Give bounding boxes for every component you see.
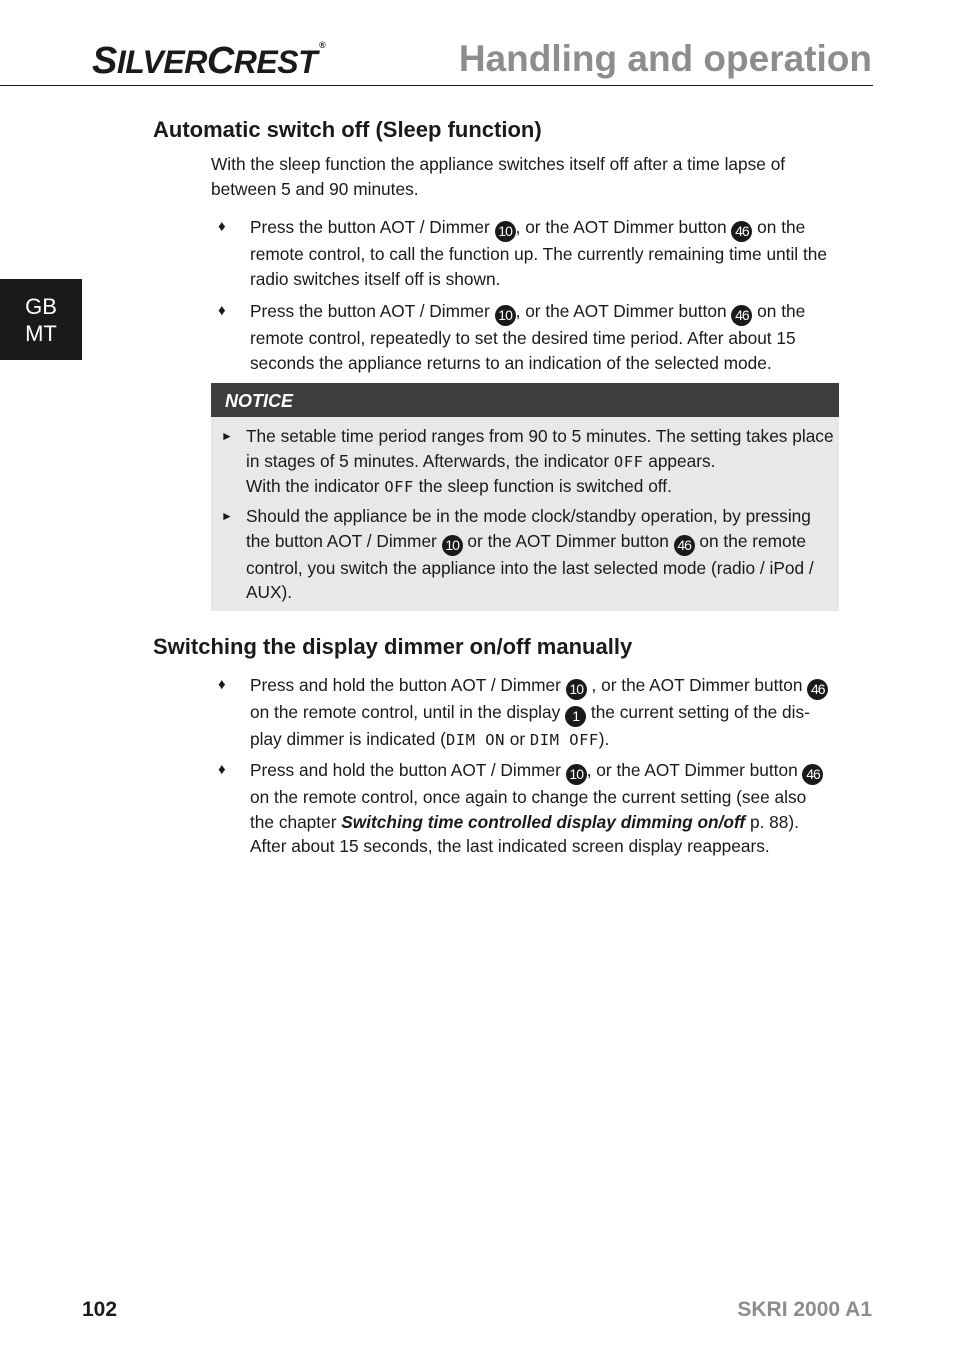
bullet-mark: ♦ (218, 676, 226, 693)
notice-label: NOTICE (211, 383, 839, 417)
callout-46: 46 (807, 679, 828, 700)
notice-box: NOTICE ► The setable time period ranges from 90 to 5 minutes. The setting takes place in stages of 5 minutes. Afterwards, the indicator OFF appears. With the indicator OFF the sleep function is switched off. ► Should the appliance be in the mode clock/standby operation, by pressing the button AOT / Dimmer 10 or the AOT Dimmer button 46 on the remote control, you switch the appliance into the last selected mode (radio / iPod / AUX). (211, 383, 839, 611)
lcd-indicator-off: OFF (384, 478, 414, 496)
lcd-indicator-dim-off: DIM OFF (529, 731, 599, 749)
language-mt: MT (25, 320, 57, 346)
page-title: Handling and operation (458, 38, 872, 79)
callout-46: 46 (802, 764, 823, 785)
chapter-reference: Switching time controlled display dimming on/off (341, 811, 746, 832)
model-number: SKRI 2000 A1 (737, 1298, 872, 1321)
callout-46: 46 (674, 535, 695, 556)
section-heading-dimmer: Switching the display dimmer on/off manually (153, 634, 633, 659)
callout-10: 10 (442, 535, 463, 556)
lcd-indicator-dim-on: DIM ON (445, 731, 505, 749)
lcd-indicator-off: OFF (613, 452, 644, 471)
bullet-mark: ♦ (218, 302, 226, 319)
callout-10: 10 (566, 679, 587, 700)
callout-46: 46 (731, 221, 752, 242)
callout-46: 46 (731, 305, 752, 326)
bullet-mark: ♦ (218, 218, 226, 235)
arrow-bullet-icon: ► (221, 429, 233, 443)
header-rule (0, 85, 873, 86)
callout-10: 10 (495, 221, 516, 242)
section-heading-sleep: Automatic switch off (Sleep function) (153, 117, 542, 142)
callout-10: 10 (495, 305, 516, 326)
callout-10: 10 (566, 764, 587, 785)
page-number: 102 (82, 1298, 118, 1321)
language-tab (0, 279, 82, 360)
bullet-mark: ♦ (218, 761, 226, 778)
brand-logo: SILVERCREST ® (92, 40, 326, 82)
arrow-bullet-icon: ► (221, 509, 233, 523)
language-gb: GB (25, 293, 57, 319)
sleep-intro: With the sleep function the appliance switches itself off after a time lapse of between 5 and 90 minutes. (211, 154, 786, 199)
callout-1: 1 (565, 706, 586, 727)
